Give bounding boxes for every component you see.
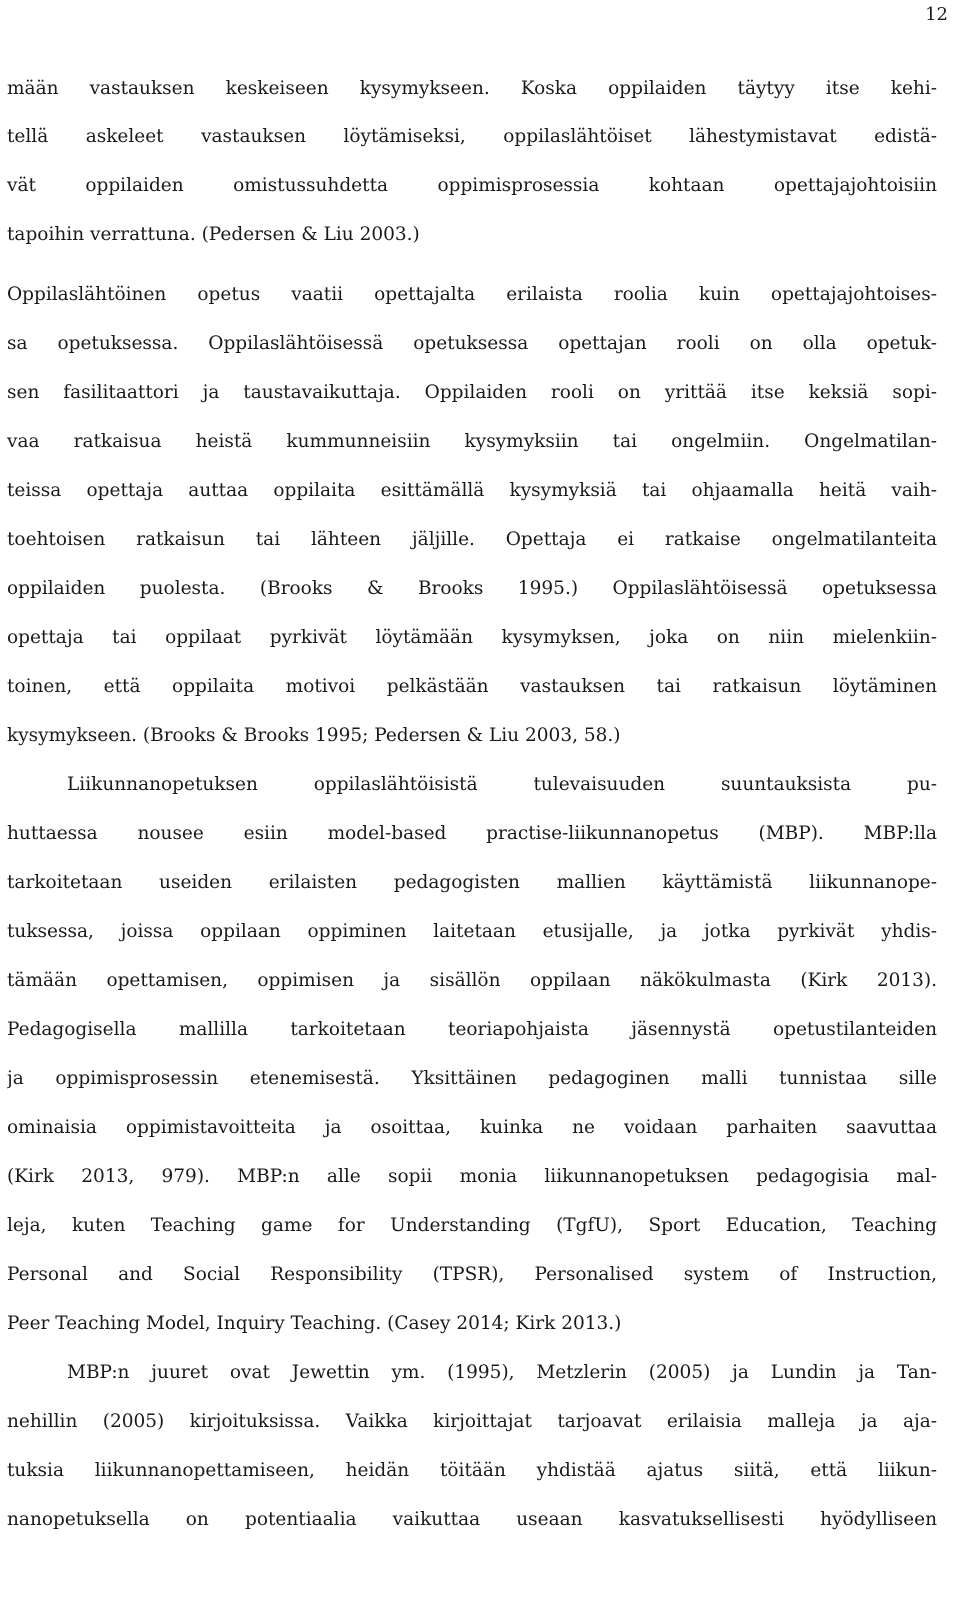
text-line: sa opetuksessa. Oppilaslähtöisessä opetuksessa opettajan rooli on olla opetuk- (7, 333, 937, 354)
text-line: opettaja tai oppilaat pyrkivät löytämään kysymyksen, joka on niin mielenkiin- (7, 627, 937, 648)
text-line: Liikunnanopetuksen oppilaslähtöisistä tulevaisuuden suuntauksista pu- (67, 774, 937, 795)
text-line: sen fasilitaattori ja taustavaikuttaja. Oppilaiden rooli on yrittää itse keksiä sopi- (7, 382, 937, 403)
text-line: toinen, että oppilaita motivoi pelkästään vastauksen tai ratkaisun löytäminen (7, 676, 937, 697)
text-line: Pedagogisella mallilla tarkoitetaan teoriapohjaista jäsennystä opetustilanteiden (7, 1019, 937, 1040)
text-line: teissa opettaja auttaa oppilaita esittämällä kysymyksiä tai ohjaamalla heitä vaih- (7, 480, 937, 501)
page-number: 12 (925, 4, 948, 25)
text-line: (Kirk 2013, 979). MBP:n alle sopii monia liikunnanopetuksen pedagogisia mal- (7, 1166, 937, 1187)
text-line: mään vastauksen keskeiseen kysymykseen. Koska oppilaiden täytyy itse kehi- (7, 78, 937, 99)
text-line: Oppilaslähtöinen opetus vaatii opettajalta erilaista roolia kuin opettajajohtoises- (7, 284, 937, 305)
text-line: vät oppilaiden omistussuhdetta oppimisprosessia kohtaan opettajajohtoisiin (7, 175, 937, 196)
text-line: toehtoisen ratkaisun tai lähteen jäljille. Opettaja ei ratkaise ongelmatilanteita (7, 529, 937, 550)
text-line: ominaisia oppimistavoitteita ja osoittaa, kuinka ne voidaan parhaiten saavuttaa (7, 1117, 937, 1138)
text-line: tuksia liikunnanopettamiseen, heidän töitään yhdistää ajatus siitä, että liikun- (7, 1460, 937, 1481)
text-line: nehillin (2005) kirjoituksissa. Vaikka kirjoittajat tarjoavat erilaisia malleja ja aja- (7, 1411, 937, 1432)
text-line: vaa ratkaisua heistä kummunneisiin kysymyksiin tai ongelmiin. Ongelmatilan- (7, 431, 937, 452)
text-line: tellä askeleet vastauksen löytämiseksi, oppilaslähtöiset lähestymistavat edistä- (7, 126, 937, 147)
text-line: leja, kuten Teaching game for Understanding (TgfU), Sport Education, Teaching (7, 1215, 937, 1236)
text-line: nanopetuksella on potentiaalia vaikuttaa useaan kasvatuksellisesti hyödylliseen (7, 1509, 937, 1530)
text-line: oppilaiden puolesta. (Brooks & Brooks 1995.) Oppilaslähtöisessä opetuksessa (7, 578, 937, 599)
text-line: kysymykseen. (Brooks & Brooks 1995; Pedersen & Liu 2003, 58.) (7, 725, 621, 746)
text-line: ja oppimisprosessin etenemisestä. Yksittäinen pedagoginen malli tunnistaa sille (7, 1068, 937, 1089)
text-line: tuksessa, joissa oppilaan oppiminen laitetaan etusijalle, ja jotka pyrkivät yhdis- (7, 921, 937, 942)
text-line: tarkoitetaan useiden erilaisten pedagogisten mallien käyttämistä liikunnanope- (7, 872, 937, 893)
text-line: tämään opettamisen, oppimisen ja sisällön oppilaan näkökulmasta (Kirk 2013). (7, 970, 937, 991)
text-line: Peer Teaching Model, Inquiry Teaching. (Casey 2014; Kirk 2013.) (7, 1313, 622, 1334)
text-line: tapoihin verrattuna. (Pedersen & Liu 2003.) (7, 224, 420, 245)
text-line: MBP:n juuret ovat Jewettin ym. (1995), Metzlerin (2005) ja Lundin ja Tan- (67, 1362, 937, 1383)
text-line: Personal and Social Responsibility (TPSR), Personalised system of Instruction, (7, 1264, 937, 1285)
text-line: huttaessa nousee esiin model-based practise-liikunnanopetus (MBP). MBP:lla (7, 823, 937, 844)
